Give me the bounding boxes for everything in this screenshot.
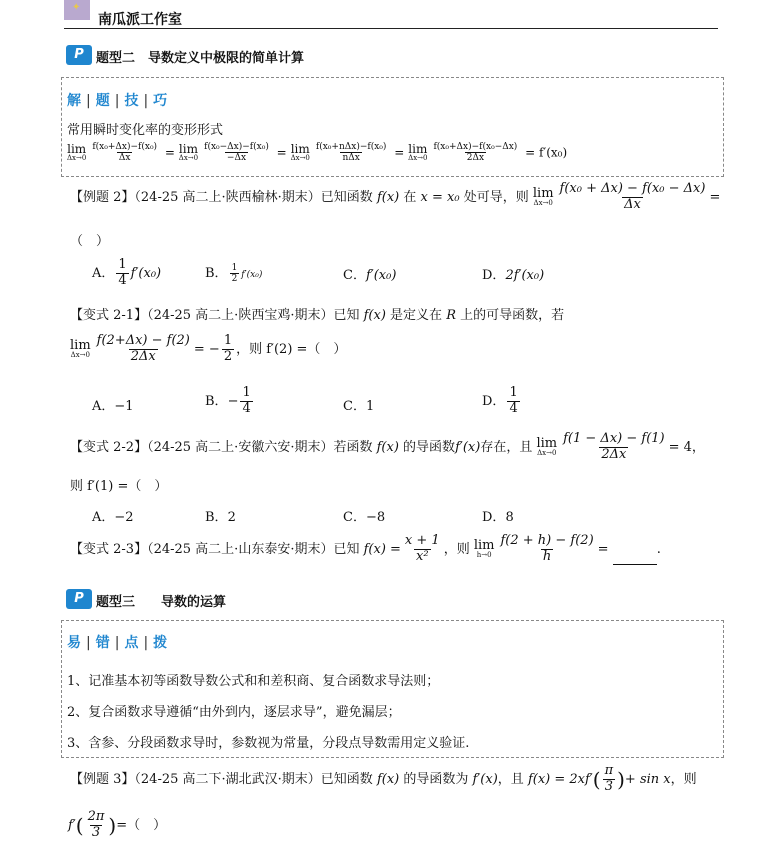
section-icon: P xyxy=(66,45,92,65)
tips-item: 3、含参、分段函数求导时，参数视为常量，分段点导数需用定义验证. xyxy=(67,736,470,751)
tips-item: 1、记准基本初等函数导数公式和和差积商、复合函数求导法则； xyxy=(67,674,440,689)
variant-2-1-formula: lim Δx→0 $\frac{f(2+\Delta x) - f(2)}{2\Delta x}$ = − $\frac{1}{2}$ ，则 f′(2) =（ ） xyxy=(70,333,347,364)
variant-2-2-option-d[interactable]: D．8 xyxy=(482,510,514,525)
limit-formula: lim Δx→0 $\frac{\text{f(x₀+Δx)−f(x₀)}}{\Delta x}$ = lim Δx→0 $\frac{\text{f(x₀−Δx)−f(x₀)}}{-\Delta x}$ = lim Δx→0 $\frac{\text{f(x₀+nΔx)−f(x₀)}}{\text{nΔx}}$ = lim Δx→0 $\frac{\text{f(x₀+Δx)−f(x₀−Δx)}}{2\Delta x}$ = f′(x₀) xyxy=(67,142,568,164)
variant-2-2-option-c[interactable]: C．−8 xyxy=(343,510,386,525)
tips-item: 2、复合函数求导遵循“由外到内，逐层求导”，避免漏层； xyxy=(67,705,401,720)
section-icon: P xyxy=(66,589,92,609)
variant-2-1-stem: 【变式 2-1】（24-25 高二上·陕西宝鸡·期末）已知 f(x) 是定义在 R 上的可导函数，若 xyxy=(70,308,565,323)
variant-2-2-question: 则 f′(1) =（ ） xyxy=(70,479,168,494)
example-3-stem: 【例题 3】（24-25 高二下·湖北武汉·期末）已知函数 f(x) 的导函数为 f′(x)，且 f(x) = 2xf′( $\frac{\pi}{3}$ )+ sin x，则 xyxy=(70,763,697,794)
variant-2-2-option-a[interactable]: A．−2 xyxy=(92,510,134,525)
variant-2-1-option-b[interactable]: B．− $\frac{1}{4}$ xyxy=(205,385,251,416)
section-title: 题型三 导数的运算 xyxy=(96,595,227,610)
variant-2-2-stem: 【变式 2-2】（24-25 高二上·安徽六安·期末）若函数 f(x) 的导函数f′(x)存在，且 lim Δx→0 $\frac{f(1 - \Delta x) - f(1)}{2\Delta x}$ = 4， xyxy=(70,431,705,462)
variant-2-2-option-b[interactable]: B．2 xyxy=(205,510,236,525)
example-2-option-d[interactable]: D．2f′(x₀) xyxy=(482,268,545,283)
variant-2-1-option-c[interactable]: C．1 xyxy=(343,399,375,414)
example-3-question: f′( $\frac{2\pi}{3}$ )=（ ） xyxy=(68,809,167,840)
example-2-option-a[interactable]: A． $\frac{1}{4}$ f′(x₀) xyxy=(92,257,162,288)
tips-line: 常用瞬时变化率的变形形式 xyxy=(67,123,224,138)
variant-2-1-option-a[interactable]: A．−1 xyxy=(92,399,134,414)
pumpkin-logo-icon: ✦ xyxy=(72,2,81,13)
example-2-option-b[interactable]: B． $\frac{1}{2}$ f′(x₀) xyxy=(205,262,263,284)
section-title: 题型二 导数定义中极限的简单计算 xyxy=(96,51,305,66)
tips-title: 解 | 题 | 技 | 巧 xyxy=(67,93,169,109)
header-divider xyxy=(64,28,718,29)
tips-title: 易 | 错 | 点 | 拨 xyxy=(67,635,169,651)
example-2-stem: 【例题 2】（24-25 高二上·陕西榆林·期末）已知函数 f(x) 在 x = x₀ 处可导，则 lim Δx→0 $\frac{\text{f(x₀ + Δx) − f(x₀ − Δx)}}{\Delta x}$ = xyxy=(70,181,721,212)
example-2-paren: （ ） xyxy=(70,234,110,249)
variant-2-1-option-d[interactable]: D． $\frac{1}{4}$ xyxy=(482,385,518,416)
brand-title: 南瓜派工作室 xyxy=(98,12,182,28)
example-2-option-c[interactable]: C．f′(x₀) xyxy=(343,268,397,283)
variant-2-3-stem: 【变式 2-3】（24-25 高二上·山东泰安·期末）已知 f(x) = $\frac{x + 1}{\text{x²}}$ ，则 lim h→0 $\frac{f(2 + h) - f(2)}{h}$ = . xyxy=(70,533,661,564)
answer-blank[interactable] xyxy=(613,552,657,565)
